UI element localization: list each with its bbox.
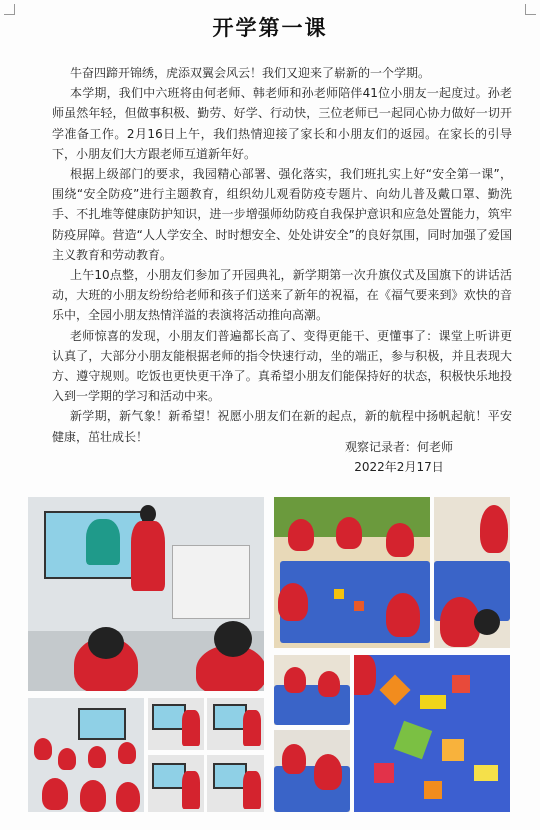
recorder-signature: 观察记录者：何老师 [344, 440, 453, 454]
paragraph-4: 上午10点整，小朋友们参加了开园典礼，新学期第一次升旗仪式及国旗下的讲话活动，大班的小朋友纷纷给老师和孩子们送来了新年的祝福，在《福气要来到》欢快的音乐中，全园小朋友热情洋溢的表演将活动推向高潮。 [52, 268, 512, 323]
document-title: 开学第一课 [212, 16, 328, 40]
photo-classroom-wide [28, 698, 144, 812]
photo-group-table [274, 497, 430, 648]
photo-teacher-screen [28, 497, 264, 691]
paragraph-3: 根据上级部门的要求，我园精心部署、强化落实，我们班扎实上好“安全第一课”，围绕“安全防疫”进行主题教育，组织幼儿观看防疫专题片、向幼儿普及戴口罩、勤洗手、不扎堆等健康防护知识，进一步增强师幼防疫自我保护意识和应急处置能力，筑牢防疫屏障。营造“人人学安全、时时想安全、处处讲安全”的良好氛围，同时加强了爱国主义教育和劳动教育。 [52, 167, 512, 262]
document-body [52, 63, 512, 447]
paragraph-5: 老师惊喜的发现，小朋友们普遍都长高了、变得更能干、更懂事了：课堂上听讲更认真了，大部分小朋友能根据老师的指令快速行动，坐的端正，参与积极，并且表现大方、遵守规则。吃饭也更快更干净了。真希望小朋友们能保持好的状态，积极快乐地投入到一学期的学习和活动中来。 [52, 328, 512, 404]
paragraph-6: 新学期，新气象！新希望！祝愿小朋友们在新的起点，新的航程中扬帆起航！平安健康，茁壮成长！ [52, 409, 512, 444]
photo-screen-4 [207, 755, 264, 812]
photo-tangram-tiles [354, 655, 510, 812]
paragraph-2: 本学期，我们中六班将由何老师、韩老师和孙老师陪伴41位小朋友一起度过。孙老师虽然年轻，但做事积极、勤劳、好学、行动快，三位老师已一起同心协力做好一切开学准备工作。2月16日上午，我们热情迎接了家长和小朋友们的返园。在家长的引导下，小朋友们大方跟老师互道新年好。 [52, 86, 512, 161]
photo-children-play [274, 730, 350, 812]
photo-kids-floor [274, 655, 350, 725]
photo-screen-3 [148, 755, 204, 812]
photo-child-puzzle [434, 497, 510, 648]
photo-screen-1 [148, 698, 204, 750]
paragraph-1: 牛奋四蹄开锦绣，虎添双翼会风云！我们又迎来了崭新的一个学期。 [70, 66, 431, 80]
record-date: 2022年2月17日 [354, 460, 444, 474]
photo-screen-2 [207, 698, 264, 750]
